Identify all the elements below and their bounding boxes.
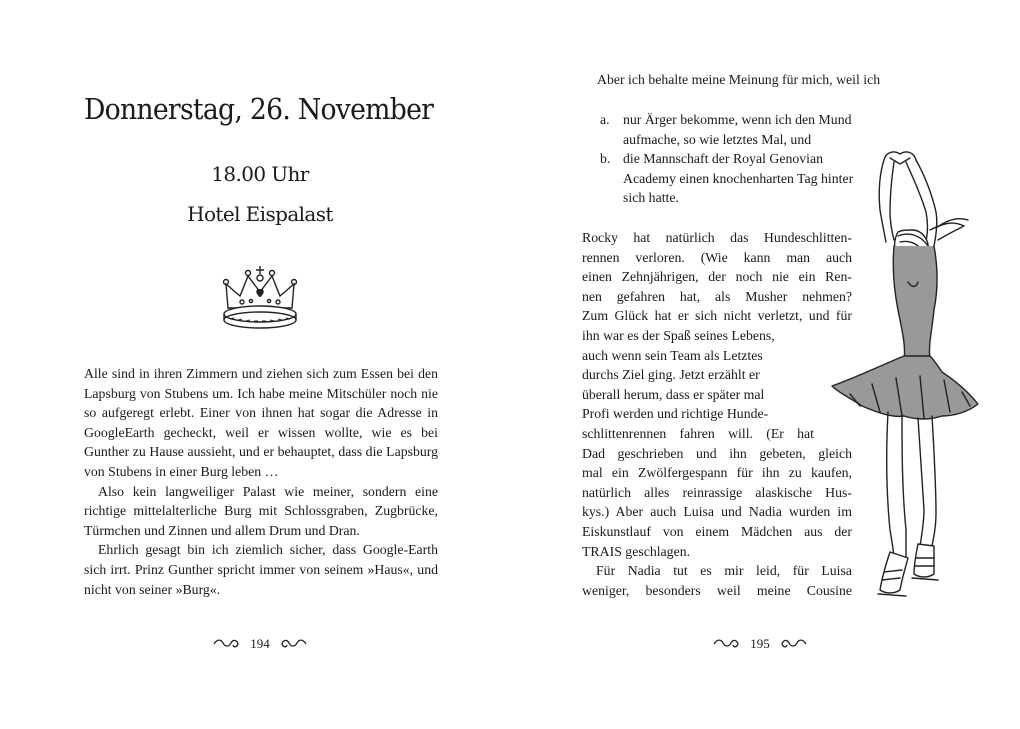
flourish-icon <box>280 638 308 650</box>
paragraph: Ehrlich gesagt bin ich ziemlich sicher, dass Google-Earth sich irrt. Prinz Gunther spricht immer von seinem »Haus«, und nicht von seiner »Burg«. <box>84 542 438 597</box>
chapter-place: Hotel Eispalast <box>187 202 333 226</box>
chapter-time: 18.00 Uhr <box>211 162 309 186</box>
list-marker: a. <box>600 112 610 127</box>
text-line: rennen verloren. (Wie kann man auch <box>582 249 852 265</box>
intro-line: Aber ich behalte meine Meinung für mich, weil ich <box>597 72 881 87</box>
paragraph: Also kein langweiliger Palast wie meiner, sondern eine richtige mittelalterliche Burg mit Schlossgraben, Zugbrücke, Türmchen und Zinnen und allem Drum und Dran. <box>84 483 438 538</box>
text-line: Für Nadia tut es mir leid, für Luisa <box>596 563 852 579</box>
crown-icon <box>220 262 300 334</box>
left-page-body <box>84 364 438 599</box>
text-line: natürlich alles reinrassige alaskische Hus- <box>582 484 852 500</box>
text-line: kys.) Aber auch Luisa und Nadia wurden im <box>582 504 852 520</box>
text-line: überall herum, dass er später mal <box>582 386 765 402</box>
flourish-icon <box>212 638 240 650</box>
list-text: nur Ärger bekomme, wenn ich den Mund aufmache, so wie letztes Mal, und <box>623 112 852 147</box>
text-line: einen Zehnjährigen, der noch nie ein Ren- <box>582 269 852 285</box>
page-number-right <box>700 636 820 652</box>
chapter-title: Donnerstag, 26. November <box>84 92 434 126</box>
flourish-icon <box>780 638 808 650</box>
page-number: 195 <box>750 636 770 651</box>
text-line: Profi werden und richtige Hunde- <box>582 406 769 422</box>
paragraph: Alle sind in ihren Zimmern und ziehen sich zum Essen bei den Lapsburg von Stubens um. Ich habe meine Mitschüler noch nie so aufgeregt erlebt. Einer von ihnen hat sogar die Adresse in GoogleEarth gecheckt, weil er wissen wollte, wie es bei Gunther zu Hause aussieht, und er behauptet, dass die Lapsburg von Stubens in einer Burg leben … <box>84 366 438 479</box>
text-line: nen gefahren hat, als Musher nehmen? <box>582 288 852 304</box>
flourish-icon <box>712 638 740 650</box>
text-line: ihn war es der Spaß seines Lebens, <box>582 327 775 343</box>
figure-skater-illustration <box>820 150 980 620</box>
text-line: Eiskunstlauf von einem Mädchen aus der <box>582 523 852 539</box>
text-line: auch wenn sein Team als Letztes <box>582 347 763 363</box>
text-line: Dad geschrieben und ihn gebeten, gleich <box>582 445 852 461</box>
right-page <box>510 0 1020 729</box>
page-number-left <box>200 636 320 652</box>
text-line: TRAIS geschlagen. <box>582 543 691 559</box>
list-text: die Mannschaft der Royal Genovian Academy einen knochenharten Tag hinter sich hatte. <box>623 151 854 206</box>
list-marker: b. <box>600 151 611 167</box>
text-line: Rocky hat natürlich das Hundeschlitten- <box>582 230 852 245</box>
page-number: 194 <box>250 636 270 651</box>
right-page-body <box>582 228 852 600</box>
text-line: weniger, besonders weil meine Cousine <box>582 582 852 598</box>
text-line: schlittenrennen fahren will. (Er hat <box>582 425 814 441</box>
text-line: mal ein Zwölfergespann für ihn zu kaufen, <box>582 465 852 481</box>
text-line: Zum Glück hat er sich nicht verletzt, und für <box>582 308 852 324</box>
list-item <box>590 110 860 149</box>
text-line: durchs Ziel ging. Jetzt erzählt er <box>582 367 760 383</box>
